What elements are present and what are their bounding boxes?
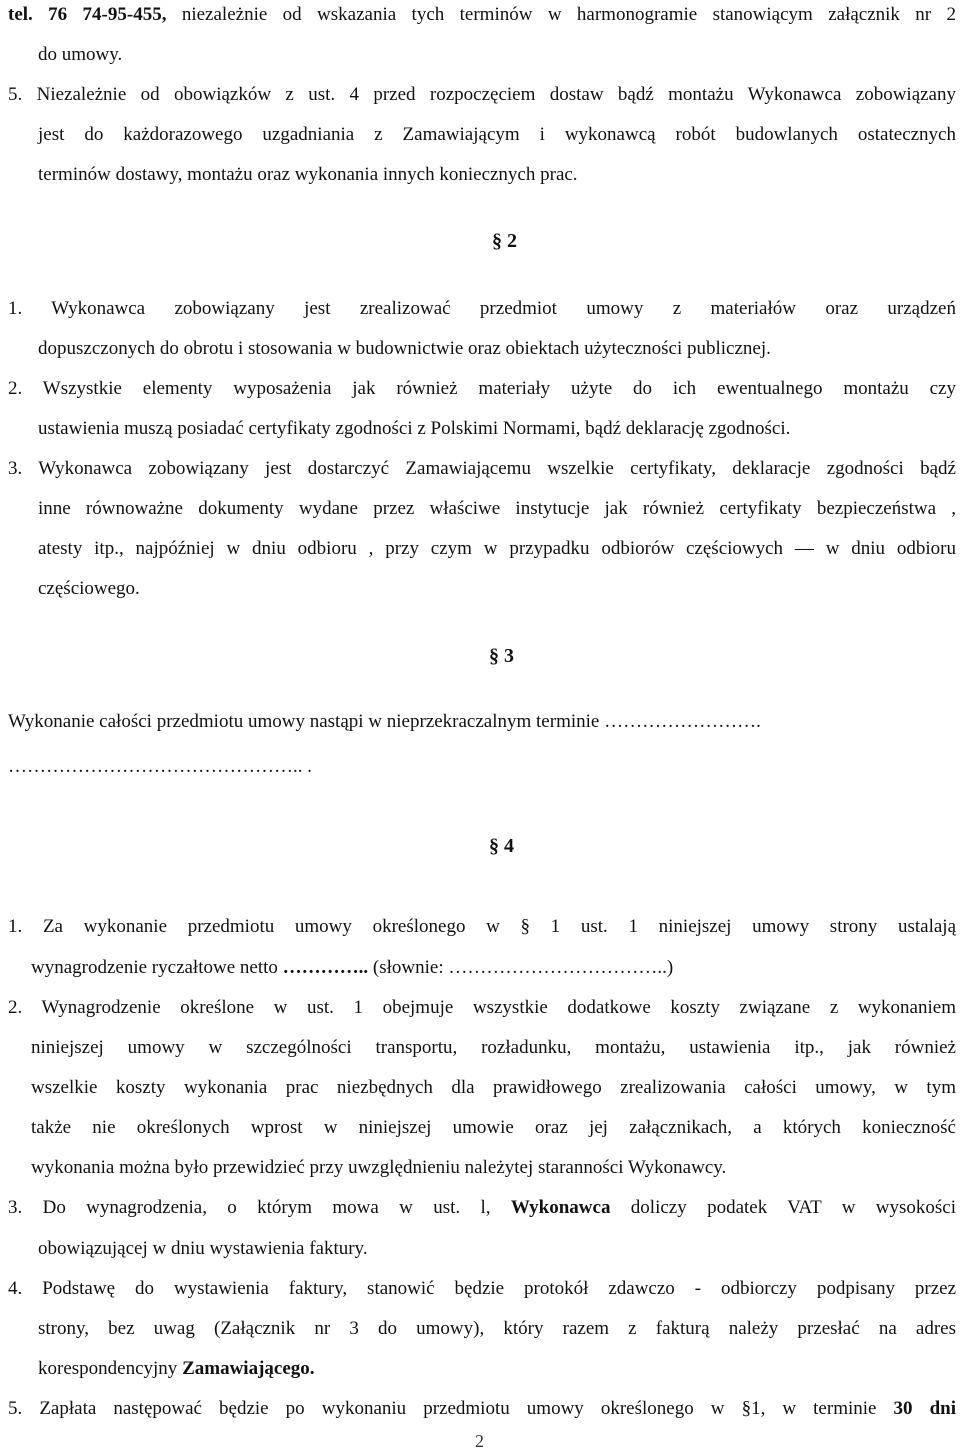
- s4-item-1-line-2: wynagrodzenie ryczałtowe netto ………….. (słownie: ……………………………..): [31, 957, 674, 978]
- s4-item-2-line-3: wszelkie koszty wykonania prac niezbędnych dla prawidłowego zrealizowania całości umowy, w tym: [31, 1077, 956, 1098]
- p5-line-1: [8, 83, 956, 107]
- s2-item-3-label: 3.: [8, 458, 23, 479]
- s4-item-2-line-4: także nie określonych wprost w niniejszej umowie oraz jej załącznikach, a których konieczność: [31, 1117, 956, 1138]
- s4-item-2-line-5: wykonania można było przewidzieć przy uwzględnieniu należytej staranności Wykonawcy.: [31, 1157, 727, 1178]
- s4-item-2-line-2: niniejszej umowy w szczególności transportu, rozładunku, montażu, ustawienia itp., jak również: [31, 1037, 956, 1058]
- s4-item-4-label: 4.: [8, 1278, 23, 1299]
- s4-item-4-line-1: 4. Podstawę do wystawienia faktury, stanowić będzie protokół zdawczo - odbiorczy podpisany przez: [8, 1278, 957, 1299]
- p1-line-1-text: niezależnie od wskazania tych terminów w harmonogramie stanowiącym załącznik nr 2: [181, 4, 957, 25]
- s4-item-2-label: 2.: [8, 997, 23, 1018]
- p1-line-2: do umowy.: [38, 44, 123, 65]
- s3-line-1: Wykonanie całości przedmiotu umowy nastąpi w nieprzekraczalnym terminie …………………….: [8, 711, 761, 732]
- s2-item-1-line-1: 1. Wykonawca zobowiązany jest zrealizować przedmiot umowy z materiałów oraz urządzeń: [8, 298, 956, 319]
- s4-item-4-line-2: strony, bez uwag (Załącznik nr 3 do umowy), który razem z fakturą należy przesłać na adres: [38, 1318, 956, 1339]
- s4-item-2-line-1: 2. Wynagrodzenie określone w ust. 1 obejmuje wszystkie dodatkowe koszty związane z wykonaniem: [8, 997, 956, 1018]
- section-4-heading: [489, 834, 514, 858]
- page-number: 2: [475, 1431, 484, 1451]
- p5-line-3: terminów dostawy, montażu oraz wykonania innych koniecznych prac.: [38, 164, 578, 185]
- s2-item-1-label: 1.: [8, 298, 23, 319]
- section-3-heading: [489, 644, 514, 668]
- s4-item-1-line-1: 1. Za wykonanie przedmiotu umowy określonego w § 1 ust. 1 niniejszej umowy strony ustalają: [8, 916, 956, 937]
- s3-line-2: ……………………………………….. .: [8, 756, 312, 777]
- section-symbol: §: [489, 645, 499, 667]
- s4-item-3-label: 3.: [8, 1197, 23, 1218]
- s2-item-3-line-1: 3. Wykonawca zobowiązany jest dostarczyć Zamawiającemu wszelkie certyfikaty, deklaracje zgodności bądź: [8, 458, 956, 479]
- section-symbol: §: [492, 230, 502, 252]
- s4-item-5-label: 5.: [8, 1398, 23, 1419]
- s2-item-2-line-2: ustawienia muszą posiadać certyfikaty zgodności z Polskimi Normami, bądź deklarację zgodności.: [38, 418, 791, 439]
- phone-number: tel. 76 74-95-455,: [8, 4, 167, 25]
- net-amount-blank: …………..: [282, 957, 369, 978]
- p5-line-1-text: Niezależnie od obowiązków z ust. 4 przed rozpoczęciem dostaw bądź montażu Wykonawca zobowiązany: [36, 84, 956, 105]
- p5-line-2: jest do każdorazowego uzgadniania z Zamawiającym i wykonawcą robót budowlanych ostatecznych: [38, 124, 956, 145]
- s2-item-1-line-2: dopuszczonych do obrotu i stosowania w budownictwie oraz obiektach użyteczności publicznej.: [38, 338, 771, 359]
- s4-item-1-label: 1.: [8, 916, 23, 937]
- payment-term-days: 30 dni: [893, 1398, 957, 1419]
- p5-label: 5.: [8, 84, 23, 105]
- s4-item-5-line-1: 5. Zapłata następować będzie po wykonaniu przedmiotu umowy określonego w §1, w terminie 30 dni: [8, 1398, 957, 1419]
- s2-item-2-label: 2.: [8, 378, 23, 399]
- section-number: 2: [507, 230, 517, 252]
- s4-item-4-line-3: korespondencyjny Zamawiającego.: [38, 1358, 315, 1379]
- s2-item-3-line-3: atesty itp., najpóźniej w dniu odbioru , przy czym w przypadku odbiorów częściowych — w dniu odbioru: [38, 538, 956, 559]
- section-symbol: §: [489, 835, 499, 857]
- section-number: 4: [504, 835, 514, 857]
- p1-line-1: [8, 3, 956, 27]
- section-number: 3: [504, 645, 514, 667]
- s2-item-3-line-4: częściowego.: [38, 578, 140, 599]
- contractor-term: Wykonawca: [510, 1197, 611, 1218]
- s2-item-3-line-2: inne równoważne dokumenty wydane przez właściwe instytucje jak również certyfikaty bezpieczeństwa ,: [38, 498, 956, 519]
- s4-item-3-line-2: obowiązującej w dniu wystawienia faktury.: [38, 1238, 368, 1259]
- section-2-heading: [492, 229, 517, 253]
- employer-term: Zamawiającego.: [182, 1358, 315, 1379]
- s4-item-3-line-1: 3. Do wynagrodzenia, o którym mowa w ust. l, Wykonawca doliczy podatek VAT w wysokości: [8, 1197, 956, 1218]
- s2-item-2-line-1: 2. Wszystkie elementy wyposażenia jak również materiały użyte do ich ewentualnego montażu czy: [8, 378, 956, 399]
